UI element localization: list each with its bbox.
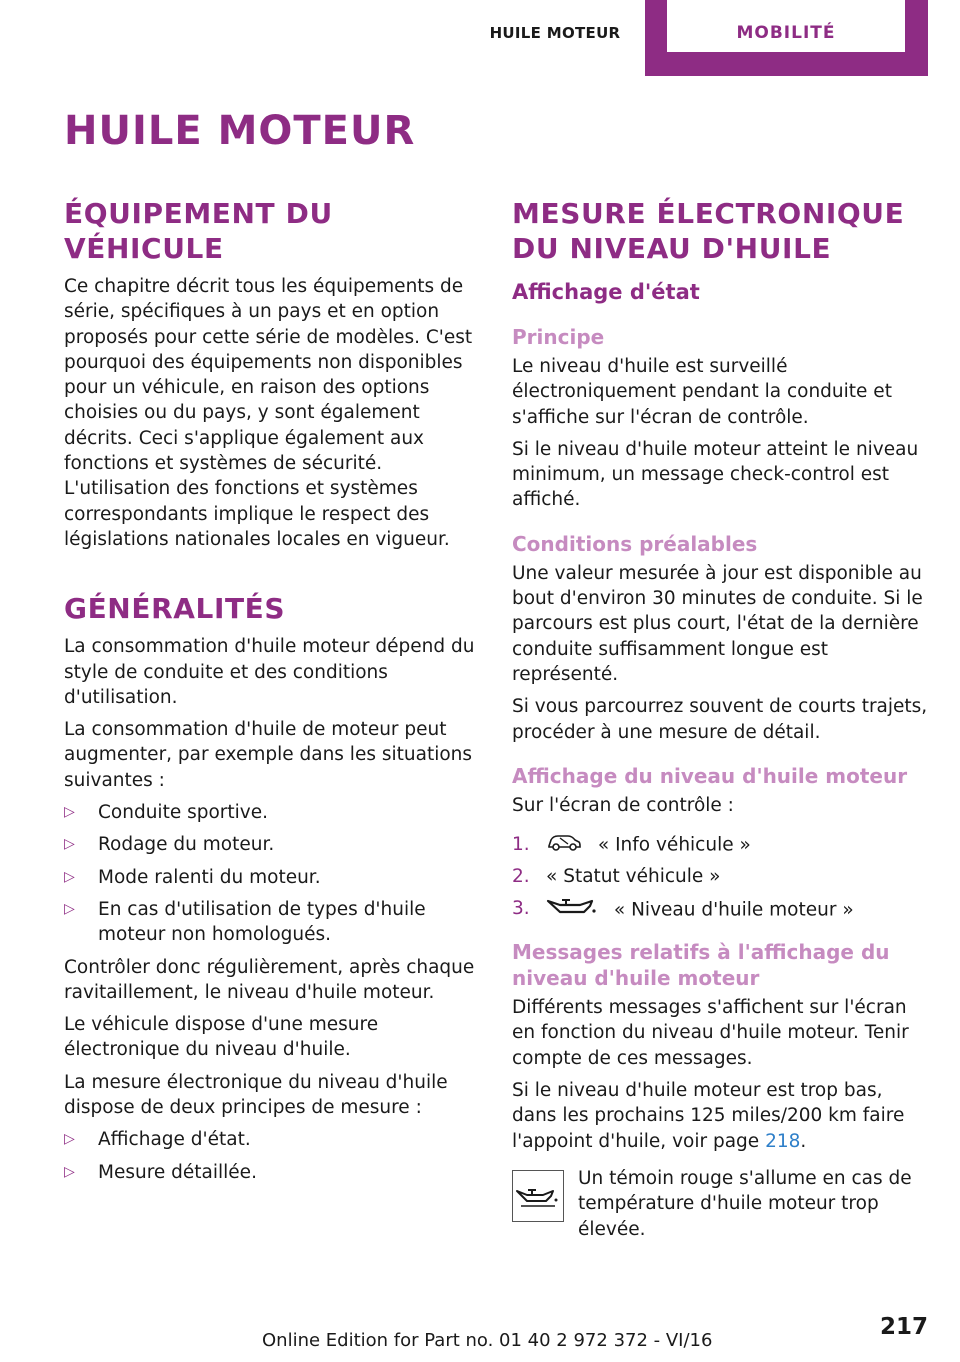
- running-header-section: HUILE MOTEUR: [489, 24, 621, 42]
- menu-steps: [512, 832, 932, 921]
- page-number: 217: [879, 1314, 928, 1340]
- equipment-heading: ÉQUIPEMENT DU VÉHICULE: [64, 197, 333, 265]
- chapter-tab-label: MOBILITÉ: [736, 23, 836, 43]
- conditions-heading: Conditions préalables: [512, 531, 758, 556]
- general-p4: Le véhicule dispose d'une mesure électronique du niveau d'huile.: [64, 1014, 379, 1061]
- list-item: 1. « Info véhicule »: [512, 832, 932, 857]
- principle-p2: Si le niveau d'huile moteur atteint le niveau minimum, un message check-control est affiché.: [512, 438, 919, 511]
- bullet-icon: ▷: [64, 1131, 75, 1148]
- bullet-icon: ▷: [64, 804, 75, 821]
- messages-heading: Messages relatifs à l'affichage du niveau d'huile moteur: [512, 940, 890, 991]
- note-text: Un témoin rouge s'allume en cas de température d'huile moteur trop élevée.: [578, 1167, 912, 1240]
- oil-can-icon: [546, 896, 598, 925]
- list-item: ▷ Rodage du moteur.: [64, 832, 482, 857]
- bullet-icon: ▷: [64, 836, 75, 853]
- conditions-p2: Si vous parcourrez souvent de courts trajets, procéder à une mesure de détail.: [512, 696, 928, 743]
- list-item: ▷ En cas d'utilisation de types d'huile moteur non homologués.: [64, 898, 426, 946]
- list-item: ▷ Mode ralenti du moteur.: [64, 865, 482, 890]
- list-item: 3. « Niveau d'huile moteur »: [512, 896, 932, 921]
- oil-warning-icon: [512, 1170, 564, 1222]
- left-column: [64, 196, 482, 1192]
- right-column: [512, 196, 932, 1249]
- messages-p2: Si le niveau d'huile moteur est trop bas, dans les prochains 125 miles/200 km faire l'appoint d'huile, voir page 218.: [512, 1080, 905, 1152]
- general-p3: Contrôler donc régulièrement, après chaque ravitaillement, le niveau d'huile moteur.: [64, 956, 475, 1003]
- status-heading: Affichage d'état: [512, 280, 700, 304]
- general-heading: GÉNÉRALITÉS: [64, 592, 286, 626]
- principle-heading: Principe: [512, 325, 605, 349]
- consumption-list: [64, 800, 482, 947]
- principles-list: [64, 1127, 482, 1185]
- list-item: 2. « Statut véhicule »: [512, 866, 721, 888]
- bullet-icon: ▷: [64, 868, 75, 885]
- bullet-icon: ▷: [64, 900, 75, 917]
- messages-p1: Différents messages s'affichent sur l'écran en fonction du niveau d'huile moteur. Tenir compte de ces messages.: [512, 997, 909, 1069]
- page-title: HUILE MOTEUR: [64, 108, 416, 154]
- warning-note: [512, 1166, 932, 1242]
- display-heading: Affichage du niveau d'huile moteur: [512, 763, 908, 788]
- footer-edition: Online Edition for Part no. 01 40 2 972 372 - VI/16: [262, 1330, 713, 1351]
- list-item: ▷ Mesure détaillée.: [64, 1160, 482, 1185]
- equipment-text: Ce chapitre décrit tous les équipements de série, spécifiques à un pays et en option proposés pour cette série de modèles. C'est pourquoi des équipements non disponibles pour un véhicule, en raison des options choisies ou du pays, y sont également décrits. Ceci s'applique également aux fonctions et systèmes de sécurité. L'utilisation des fonctions et systèmes correspondants implique le respect des législations nationales locales en vigueur.: [64, 276, 473, 550]
- list-item: ▷ Affichage d'état.: [64, 1127, 482, 1152]
- general-p2: La consommation d'huile de moteur peut augmenter, par exemple dans les situations suivantes :: [64, 719, 473, 791]
- principle-p1: Le niveau d'huile est surveillé électroniquement pendant la conduite et s'affiche sur l'écran de contrôle.: [512, 356, 892, 428]
- chapter-tab: [645, 0, 928, 76]
- general-p1: La consommation d'huile moteur dépend du style de conduite et des conditions d'utilisation.: [64, 636, 475, 708]
- display-intro: Sur l'écran de contrôle :: [512, 794, 734, 816]
- bullet-icon: ▷: [64, 1163, 75, 1180]
- oil-level-heading: MESURE ÉLECTRONIQUE DU NIVEAU D'HUILE: [512, 197, 905, 265]
- page-link[interactable]: 218: [765, 1130, 801, 1152]
- car-info-icon: [546, 832, 582, 859]
- list-item: ▷ Conduite sportive.: [64, 800, 482, 825]
- general-p5: La mesure électronique du niveau d'huile dispose de deux principes de mesure :: [64, 1071, 448, 1119]
- conditions-p1: Une valeur mesurée à jour est disponible au bout d'environ 30 minutes de conduite. Si le parcours est plus court, l'état de la dernière conduite suffisamment longue est représenté.: [512, 562, 923, 685]
